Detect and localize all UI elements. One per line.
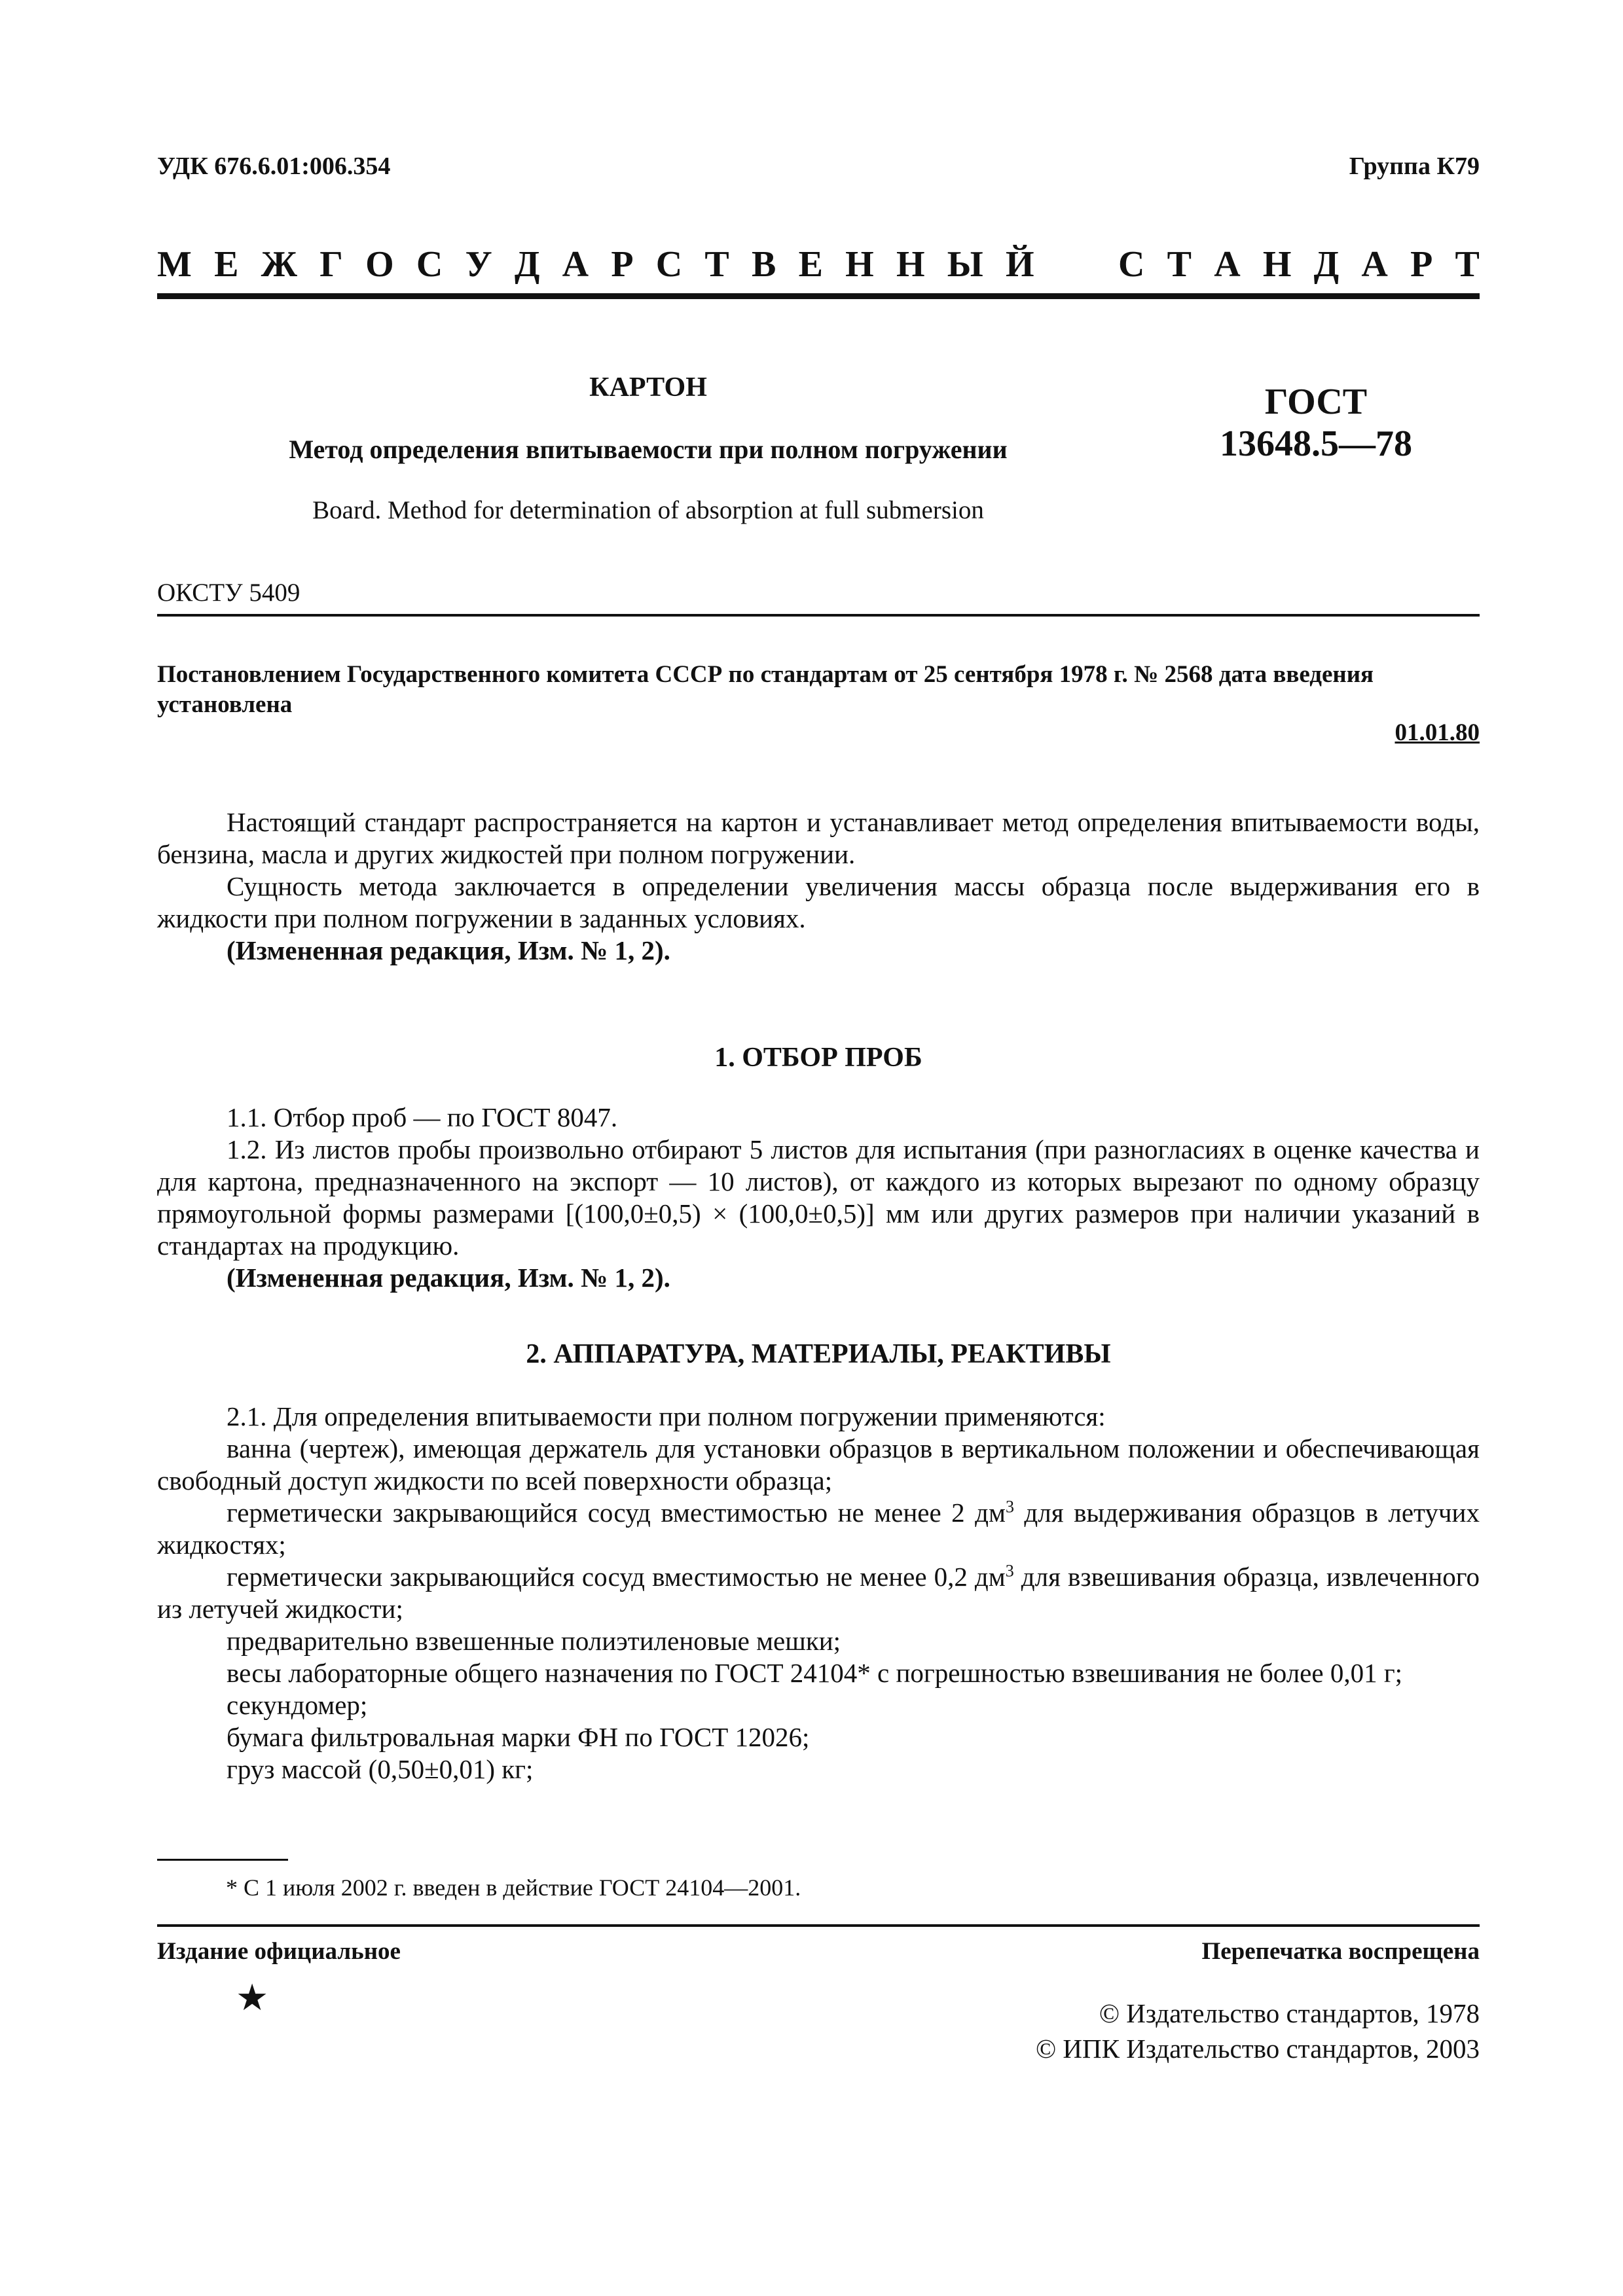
banner-letter: С: [416, 244, 443, 285]
banner-letter: М: [157, 244, 192, 285]
banner-letter: Т: [1455, 244, 1480, 285]
banner-letter: С: [1118, 244, 1145, 285]
group-code: Группа К79: [1349, 152, 1480, 180]
banner-letter: А: [1214, 244, 1241, 285]
udk-code: УДК 676.6.01:006.354: [157, 152, 391, 180]
banner-letter: А: [562, 244, 589, 285]
list-item: бумага фильтровальная марки ФН по ГОСТ 12026;: [227, 1722, 810, 1752]
intro-paragraph: Сущность метода заключается в определении увеличения массы образца после выдерживания его в жидкости при полном погружении в заданных условиях.: [157, 871, 1480, 933]
section-title: 1. ОТБОР ПРОБ: [714, 1043, 922, 1073]
intro-block: [157, 806, 1480, 967]
intro-paragraph: Настоящий стандарт распространяется на картон и устанавливает метод определения впитываемости воды, бензина, масла и других жидкостей при полном погружении.: [157, 807, 1480, 869]
official-edition: Издание официальное: [157, 1938, 401, 1965]
banner-letter: Г: [319, 244, 343, 285]
okstu-rule: [157, 614, 1480, 617]
list-item: герметически закрывающийся сосуд вместимостью не менее 2 $дм^3$ для выдерживания образцов в летучих жидкостях;: [157, 1497, 1480, 1560]
footnote: * С 1 июля 2002 г. введен в действие ГОСТ 24104—2001.: [226, 1874, 801, 1901]
amendment-note: (Измененная редакция, Изм. № 1, 2).: [227, 935, 670, 965]
effective-date: 01.01.80: [1395, 719, 1480, 746]
list-item: груз массой (0,50±0,01) кг;: [227, 1754, 534, 1784]
interstate-standard-banner: [157, 243, 1480, 285]
footer-rule: [157, 1924, 1480, 1927]
star-icon: ★: [236, 1978, 269, 2018]
list-item: предварительно взвешенные полиэтиленовые мешки;: [227, 1626, 841, 1656]
banner-letter: Ж: [261, 244, 298, 285]
banner-letter: Н: [845, 244, 874, 285]
clause: 1.2. Из листов пробы произвольно отбирают 5 листов для испытания (при разногласиях в оценке качества и для картона, предназначенного на экспорт — 10 листов), от каждого из которых вырезают по одному образцу прямоугольной формы размерами [(100,0±0,5) × (100,0±0,5)] мм или других размеров при наличии указаний в стандартах на продукцию.: [157, 1134, 1480, 1261]
banner-letter: Н: [1262, 244, 1292, 285]
banner-letter: Е: [798, 244, 823, 285]
banner-letter: Н: [896, 244, 925, 285]
decree-text: Постановлением Государственного комитета СССР по стандартам от 25 сентября 1978 г. № 2568 дата введения установлена: [157, 661, 1374, 718]
english-title: Board. Method for determination of absorption at full submersion: [312, 496, 984, 524]
gost-code: 13648.5—78: [1220, 423, 1412, 464]
banner-letter: Д: [514, 244, 540, 285]
banner-letter: Т: [704, 244, 729, 285]
amendment-note: (Измененная редакция, Изм. № 1, 2).: [227, 1263, 670, 1293]
banner-letter: Е: [214, 244, 239, 285]
banner-letter: Р: [1410, 244, 1433, 285]
banner-letter: О: [365, 244, 394, 285]
copyright-1978: © Издательство стандартов, 1978: [1099, 1998, 1480, 2028]
list-item: герметически закрывающийся сосуд вместимостью не менее 0,2 $дм^3$ для взвешивания образца, извлеченного из летучей жидкости;: [157, 1561, 1480, 1624]
banner-letter: А: [1361, 244, 1388, 285]
banner-letter: Р: [611, 244, 634, 285]
banner-letter: Д: [1313, 244, 1340, 285]
list-item: секундомер;: [227, 1690, 368, 1720]
banner-rule: [157, 293, 1480, 299]
banner-letter: У: [465, 244, 492, 285]
section-title: 2. АППАРАТУРА, МАТЕРИАЛЫ, РЕАКТИВЫ: [526, 1339, 1111, 1369]
banner-letter: В: [752, 244, 776, 285]
banner-letter: Ы: [947, 244, 983, 285]
banner-letter: Т: [1167, 244, 1192, 285]
banner-letter: Й: [1005, 244, 1034, 285]
okstu-code: ОКСТУ 5409: [157, 579, 301, 607]
gost-number: [1172, 381, 1460, 465]
section2-block: [157, 1401, 1480, 1785]
document-subtitle: Метод определения впитываемости при полном погружении: [289, 435, 1008, 464]
gost-label: ГОСТ: [1264, 382, 1368, 422]
list-item: весы лабораторные общего назначения по ГОСТ 24104* с погрешностью взвешивания не более 0,01 г;: [227, 1658, 1403, 1688]
clause: 1.1. Отбор проб — по ГОСТ 8047.: [227, 1102, 618, 1132]
copyright-2003: © ИПК Издательство стандартов, 2003: [1035, 2034, 1480, 2064]
list-item: ванна (чертеж), имеющая держатель для установки образцов в вертикальном положении и обеспечивающая свободный доступ жидкости по всей поверхности образца;: [157, 1433, 1480, 1496]
clause: 2.1. Для определения впитываемости при полном погружении применяются:: [227, 1401, 1106, 1431]
footnote-rule: [157, 1859, 288, 1861]
document-title: КАРТОН: [589, 372, 707, 403]
section1-block: [157, 1102, 1480, 1294]
reprint-notice: Перепечатка воспрещена: [1201, 1938, 1480, 1965]
banner-letter: С: [655, 244, 683, 285]
